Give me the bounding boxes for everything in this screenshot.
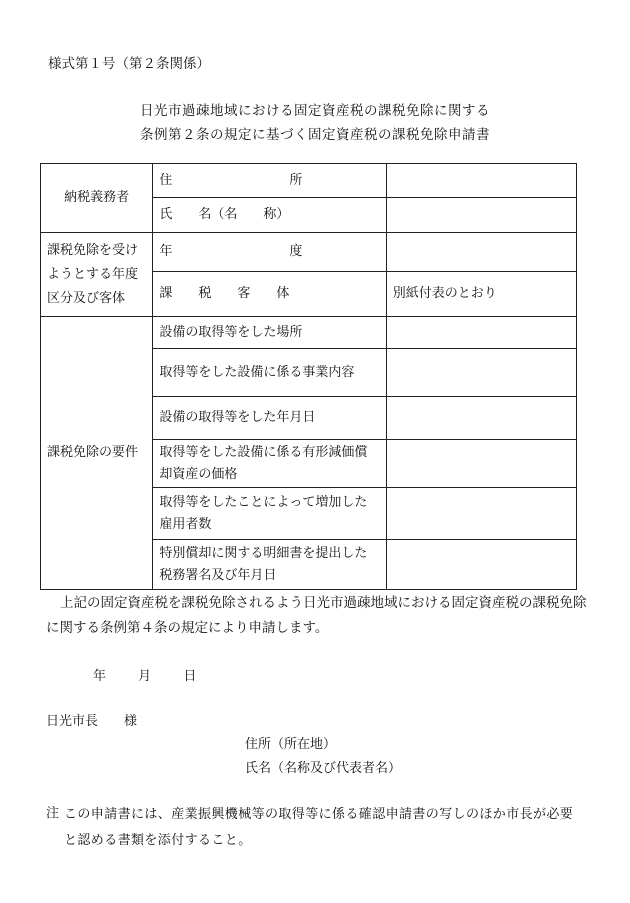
application-statement: 上記の固定資産税を課税免除されるよう日光市過疎地域における固定資産税の課税免除に関する条例第４条の規定により申請します。 [46,595,587,636]
requirement-item: 設備の取得等をした年月日 [153,397,386,440]
form-number: 様式第１号（第２条関係） [48,56,210,72]
addressee: 日光市長 様 [46,714,138,729]
document-title-line-2: 条例第２条の規定に基づく固定資産税の課税免除申請書 [140,127,490,143]
address-label: 住 所 [153,164,386,198]
name-label: 氏 名（名 称） [153,198,386,233]
requirement-item: 取得等をした設備に係る有形減価償却資産の価格 [153,440,386,488]
application-table [40,163,577,590]
requirement-value[interactable] [386,317,576,349]
requirement-value[interactable] [386,440,576,488]
applicant-name-label: 氏名（名称及び代表者名） [245,761,402,776]
date-day: 日 [183,669,197,684]
document-title-line-1: 日光市過疎地域における固定資産税の課税免除に関する [140,103,490,119]
date-year: 年 [93,669,107,684]
requirements-label: 課税免除の要件 [41,317,153,590]
taxpayer-label: 納税義務者 [41,164,153,233]
requirement-item: 取得等をしたことによって増加した雇用者数 [153,488,386,540]
address-value[interactable] [386,164,576,198]
applicant-address-label: 住所（所在地） [245,737,337,752]
requirement-value[interactable] [386,349,576,397]
exemption-period-label: 課税免除を受けようとする年度区分及び客体 [41,233,153,317]
requirement-value[interactable] [386,540,576,590]
tax-object-value: 別紙付表のとおり [386,272,576,317]
year-label: 年 度 [153,233,386,272]
year-value[interactable] [386,233,576,272]
tax-object-label: 課 税 客 体 [153,272,386,317]
requirement-value[interactable] [386,488,576,540]
note-mark: 注 [46,806,60,821]
requirement-item: 設備の取得等をした場所 [153,317,386,349]
table-row [41,233,577,272]
requirement-value[interactable] [386,397,576,440]
date-month: 月 [138,669,152,684]
name-value[interactable] [386,198,576,233]
date-line [93,665,224,684]
note-text: この申請書には、産業振興機械等の取得等に係る確認申請書の写しのほか市長が必要と認める書類を添付すること。 [64,807,574,848]
table-row [41,164,577,198]
requirement-item: 取得等をした設備に係る事業内容 [153,349,386,397]
table-row [41,317,577,349]
requirement-item: 特別償却に関する明細書を提出した税務署名及び年月日 [153,540,386,590]
